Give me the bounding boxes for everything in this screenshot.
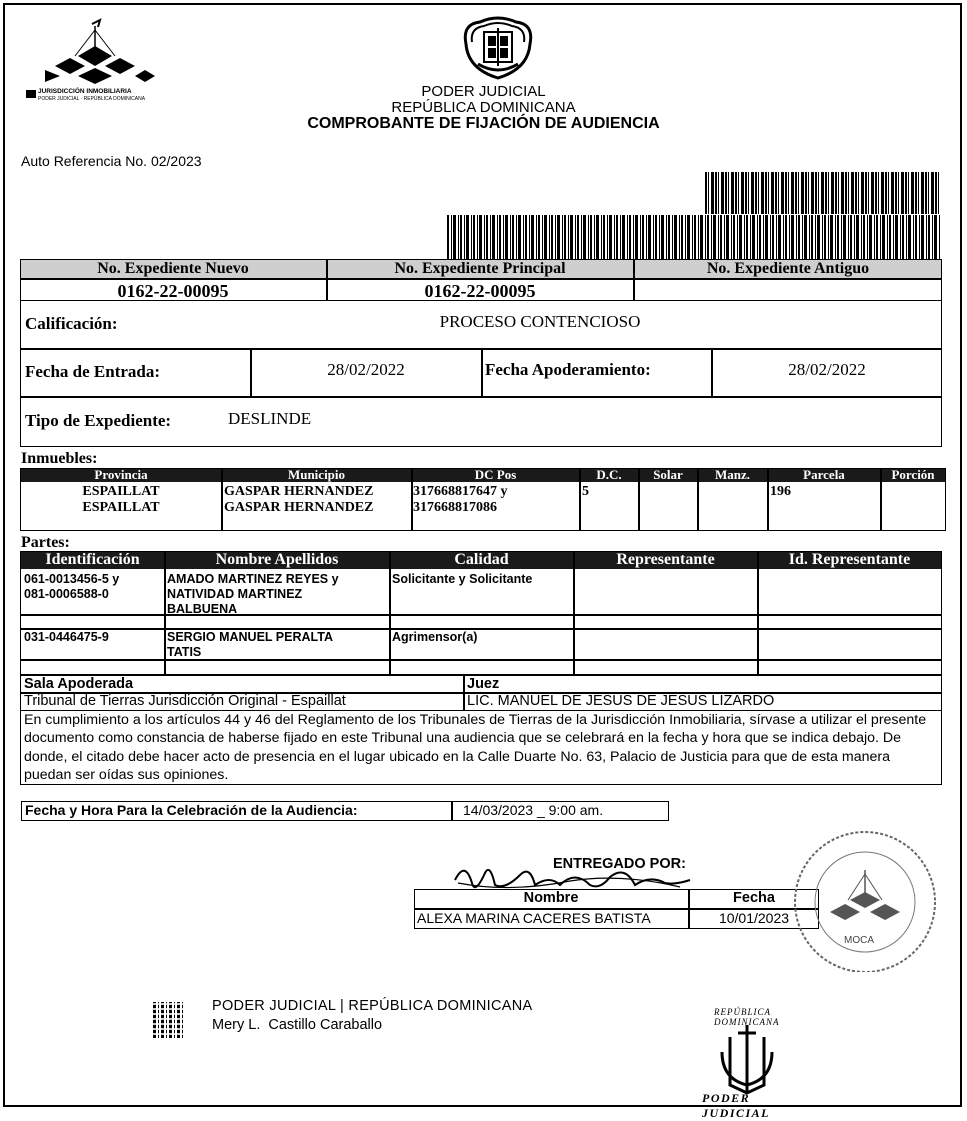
expediente-principal-value: 0162-22-00095 [424,281,536,301]
entrega-nombre-value: ALEXA MARINA CACERES BATISTA [417,910,651,926]
partes-table [20,551,942,675]
fecha-entrada-label: Fecha de Entrada: [25,362,161,381]
parte-1-calidad: Solicitante y Solicitante [392,572,533,586]
qr-code [153,1002,183,1038]
partes-header-identificacion: Identificación [45,551,140,568]
barcode-top [705,172,940,214]
inmueble-parcela: 196 [770,484,791,499]
calificacion-value: PROCESO CONTENCIOSO [439,312,641,331]
juez-value: LIC. MANUEL DE JESUS DE JESUS LIZARDO [467,693,775,709]
partes-label: Partes: [21,534,70,551]
inmueble-dcpos-1: 317668817647 y [413,484,508,499]
inmuebles-header-dc: D.C. [596,467,622,482]
inmuebles-header-manz: Manz. [714,467,751,482]
inmuebles-header-porcion: Porción [891,467,935,482]
parte-2-identificacion: 031-0446475-9 [24,630,109,644]
partes-header-id-representante: Id. Representante [788,551,911,568]
footer-org: PODER JUDICIAL | REPÚBLICA DOMINICANA [212,998,533,1014]
jurisdiccion-logo-icon [40,18,160,88]
expediente-nuevo-label: No. Expediente Nuevo [97,260,249,277]
parte-2-nombre: SERGIO MANUEL PERALTA TATIS [167,630,333,659]
partes-header-representante: Representante [616,551,715,568]
inmueble-municipio-2: GASPAR HERNANDEZ [224,500,374,515]
inmuebles-header-dcpos: DC Pos [474,467,517,482]
seal-top-text: REPÚBLICA DOMINICANA [714,1007,780,1027]
inmuebles-header-parcela: Parcela [803,467,845,482]
fecha-apoderamiento-label: Fecha Apoderamiento: [485,360,651,379]
inmueble-municipio-1: GASPAR HERNANDEZ [224,484,374,499]
logo-text-2: PODER JUDICIAL · REPÚBLICA DOMINICANA [38,96,146,102]
logo-text-1: JURISDICCIÓN INMOBILIARIA [38,88,132,95]
entregado-por-label: ENTREGADO POR: [553,856,686,872]
inmuebles-header-solar: Solar [653,467,683,482]
calificacion-label: Calificación: [25,314,118,333]
sala-apoderada-label: Sala Apoderada [24,676,134,692]
inmueble-dcpos-2: 317668817086 [413,500,497,515]
poder-judicial-seal [680,997,815,1120]
entrega-nombre-label: Nombre [523,890,579,906]
tipo-expediente-value: DESLINDE [228,409,312,428]
audiencia-label: Fecha y Hora Para la Celebración de la Audiencia: [25,802,358,818]
country-name: REPÚBLICA DOMINICANA [391,99,576,116]
org-name: PODER JUDICIAL [421,83,546,100]
inmueble-dc: 5 [582,484,589,499]
court-stamp [770,822,950,972]
inmueble-provincia-2: ESPAILLAT [82,500,160,515]
document-title: COMPROBANTE DE FIJACIÓN DE AUDIENCIA [307,115,660,132]
partes-header-calidad: Calidad [454,551,509,568]
inmuebles-header-municipio: Municipio [287,467,346,482]
stamp-center-text: MOCA [844,935,874,946]
audiencia-value: 14/03/2023 _ 9:00 am. [463,802,604,818]
juez-label: Juez [467,676,500,692]
fecha-entrada-value: 28/02/2022 [327,360,405,379]
coat-of-arms-icon [458,14,538,82]
tipo-expediente-label: Tipo de Expediente: [25,411,172,430]
partes-header-nombre: Nombre Apellidos [215,551,339,568]
parte-2-calidad: Agrimensor(a) [392,630,478,644]
inmueble-provincia-1: ESPAILLAT [82,484,160,499]
expediente-antiguo-label: No. Expediente Antiguo [706,260,870,277]
parte-1-identificacion: 061-0013456-5 y 081-0006588-0 [24,572,120,601]
body-text: En cumplimiento a los artículos 44 y 46 del Reglamento de los Tribunales de Tierras de la Jurisdicción Inmobiliaria, sírvase a utilizar el presente documento como constancia de haberse fijado en este Tribunal una audiencia que se celebrará en la fecha y hora que se indica debajo. De donde, el citado debe hacer acto de presencia en el lugar ubicado en la Calle Duarte No. 63, Palacio de Justicia para que de esta manera puedan ser oídas sus opiniones. [24,712,927,783]
inmuebles-label: Inmuebles: [21,450,98,467]
entrega-fecha-value: 10/01/2023 [718,910,790,926]
parte-1-nombre: AMADO MARTINEZ REYES y NATIVIDAD MARTINEZ BALBUENA [167,572,339,616]
fecha-apoderamiento-value: 28/02/2022 [788,360,866,379]
seal-bottom-text: PODER JUDICIAL [702,1091,771,1120]
expediente-principal-label: No. Expediente Principal [394,260,566,277]
court-stamp-icon [770,822,950,972]
entrega-fecha-label: Fecha [733,890,775,906]
auto-reference: Auto Referencia No. 02/2023 [21,153,202,169]
barcode-bottom [447,215,940,259]
coat-of-arms [458,14,538,82]
footer-signer: Mery L. Castillo Caraballo [212,1017,383,1033]
expediente-nuevo-value: 0162-22-00095 [117,281,229,301]
sala-apoderada-value: Tribunal de Tierras Jurisdicción Original - Espaillat [24,693,346,709]
inmuebles-header-provincia: Provincia [94,467,148,482]
